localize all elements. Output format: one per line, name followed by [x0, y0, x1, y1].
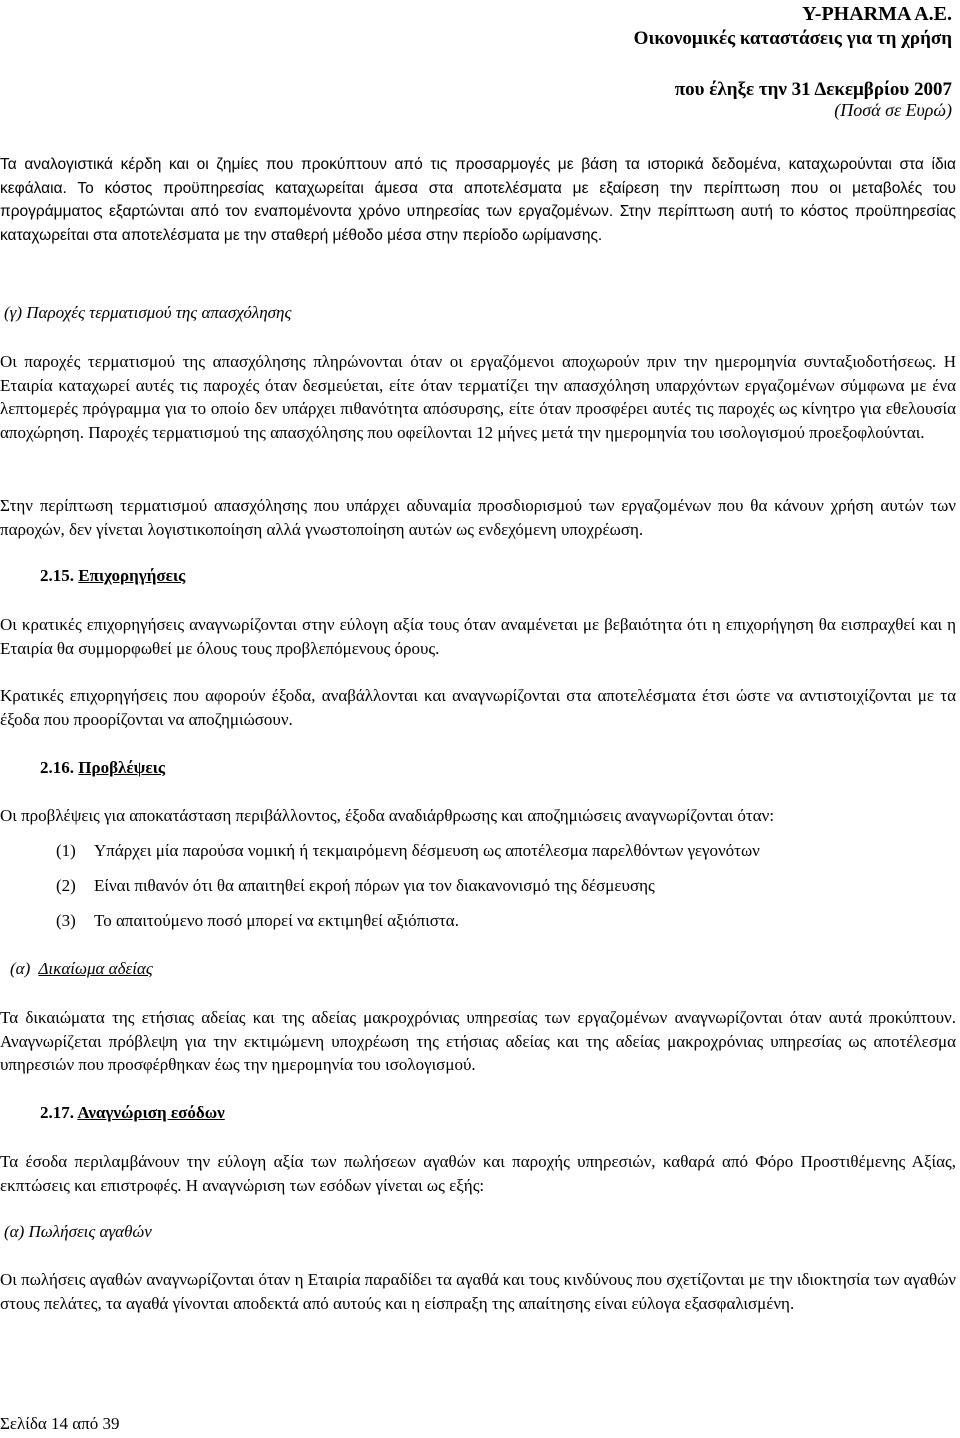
- section-title: Προβλέψεις: [78, 758, 166, 777]
- paragraph-provisions: Οι προβλέψεις για αποκατάσταση περιβάλλοντος, έξοδα αναδιάρθρωσης και αποζημιώσεις αναγνωρίζονται όταν:: [0, 806, 775, 825]
- subheading-prefix: (α): [10, 959, 31, 978]
- paragraph-grants-expenses: Κρατικές επιχορηγήσεις που αφορούν έξοδα, αναβάλλονται και αναγνωρίζονται στα αποτελέσματα έτσι ώστε να αντιστοιχίζονται με τα έξοδα που προορίζονται να αποζημιώσουν.: [0, 686, 956, 729]
- section-title: Αναγνώριση εσόδων: [77, 1103, 225, 1122]
- paragraph-termination: Οι παροχές τερματισμού της απασχόλησης πληρώνονται όταν οι εργαζόμενοι αποχωρούν πριν την ημερομηνία συνταξιοδοτήσεως. Η Εταιρία καταχωρεί αυτές τις παροχές όταν δεσμεύεται, είτε όταν τερματίζει την απασχόληση υπαρχόντων εργαζομένων σύμφωνα με ένα λεπτομερές πρόγραμμα για το οποίο δεν υπάρχει πιθανότητα απόσυρσης, είτε όταν προσφέρει αυτές τις παροχές ως κίνητρο για εθελουσία αποχώρηση. Παροχές τερματισμού της απασχόλησης που οφείλονται 12 μήνες μετά την ημερομηνία του ισολογισμού προεξοφλούνται.: [0, 352, 956, 442]
- amounts-note: (Ποσά σε Ευρώ): [834, 100, 952, 120]
- paragraph-leave-rights: Τα δικαιώματα της ετήσιας αδείας και της αδείας μακροχρόνιας υπηρεσίας των εργαζομένων αναγνωρίζονται όταν αυτά προκύπτουν. Αναγνωρίζεται πρόβλεψη για την εκτιμώμενη υποχρέωση της ετήσιας αδείας και της αδείας μακροχρόνιας υπηρεσίας ως αποτέλεσμα υπηρεσιών που προσφέρθηκαν έως την ημερομηνία του ισολογισμού.: [0, 1008, 956, 1074]
- list-number: (1): [56, 841, 76, 860]
- section-number: 2.17.: [40, 1103, 74, 1122]
- list-item: [56, 911, 459, 931]
- paragraph-sales-of-goods: Οι πωλήσεις αγαθών αναγνωρίζονται όταν η Εταιρία παραδίδει τα αγαθά και τους κινδύνους που σχετίζονται με την ιδιοκτησία των αγαθών στους πελάτες, τα αγαθά γίνονται αποδεκτά από αυτούς και η είσπραξη της απαίτησης είναι εύλογα εξασφαλισμένη.: [0, 1270, 956, 1313]
- paragraph-grants-recognition: Οι κρατικές επιχορηγήσεις αναγνωρίζονται στην εύλογη αξία τους όταν αναμένεται με βεβαιότητα ότι η επιχορήγηση θα εισπραχθεί και η Εταιρία θα συμμορφωθεί με όλους τους προβλεπόμενους όρους.: [0, 615, 956, 658]
- list-text: Το απαιτούμενο ποσό μπορεί να εκτιμηθεί αξιόπιστα.: [94, 911, 459, 930]
- section-number: 2.15.: [40, 566, 74, 585]
- section-heading-2-15: [40, 566, 185, 586]
- paragraph-actuarial: Τα αναλογιστικά κέρδη και οι ζημίες που προκύπτουν από τις προσαρμογές με βάση τα ιστορικά δεδομένα, καταχωρούνται στα ίδια κεφάλαια. Το κόστος προϋπηρεσίας καταχωρείται άμεσα στα αποτελέσματα με εξαίρεση την περίπτωση που οι μεταβολές του προγράμματος εξαρτώνται από τον εναπομένοντα χρόνο υπηρεσίας των εργαζομένων. Στην περίπτωση αυτή το κόστος προϋπηρεσίας καταχωρείται στα αποτελέσματα με την σταθερή μέθοδο μέσα στην περίοδο ωρίμανσης.: [0, 156, 956, 244]
- statement-period: που έληξε την 31 Δεκεμβρίου 2007: [674, 79, 952, 100]
- list-text: Είναι πιθανόν ότι θα απαιτηθεί εκροή πόρων για τον διακανονισμό της δέσμευσης: [94, 876, 655, 895]
- list-text: Υπάρχει μία παρούσα νομική ή τεκμαιρόμενη δέσμευση ως αποτέλεσμα παρελθόντων γεγονότων: [94, 841, 760, 860]
- subheading-leave-rights: [10, 959, 153, 979]
- list-item: [56, 876, 655, 896]
- section-title: Επιχορηγήσεις: [78, 566, 186, 585]
- subheading-title: Δικαίωμα αδείας: [38, 959, 153, 978]
- paragraph-termination-uncertain: Στην περίπτωση τερματισμού απασχόλησης που υπάρχει αδυναμία προσδιορισμού των εργαζομένων που θα κάνουν χρήση αυτών των παροχών, δεν γίνεται λογιστικοποίηση αλλά γνωστοποίηση αυτών ως ενδεχόμενη υποχρέωση.: [0, 496, 956, 539]
- paragraph-revenue: Τα έσοδα περιλαμβάνουν την εύλογη αξία των πωλήσεων αγαθών και παροχής υπηρεσιών, καθαρά από Φόρο Προστιθέμενης Αξίας, εκπτώσεις και επιστροφές. Η αναγνώριση των εσόδων γίνεται ως εξής:: [0, 1152, 956, 1195]
- statement-title: Οικονομικές καταστάσεις για τη χρήση: [633, 28, 952, 49]
- subheading-sales-of-goods: (α) Πωλήσεις αγαθών: [4, 1222, 152, 1241]
- list-number: (2): [56, 876, 76, 895]
- section-heading-2-17: [40, 1103, 225, 1123]
- section-number: 2.16.: [40, 758, 74, 777]
- page-number: Σελίδα 14 από 39: [0, 1414, 120, 1433]
- list-number: (3): [56, 911, 76, 930]
- company-name: Y-PHARMA A.E.: [802, 3, 952, 25]
- list-item: [56, 841, 760, 861]
- subheading-termination-benefits: (γ) Παροχές τερματισμού της απασχόλησης: [4, 303, 292, 322]
- section-heading-2-16: [40, 758, 165, 778]
